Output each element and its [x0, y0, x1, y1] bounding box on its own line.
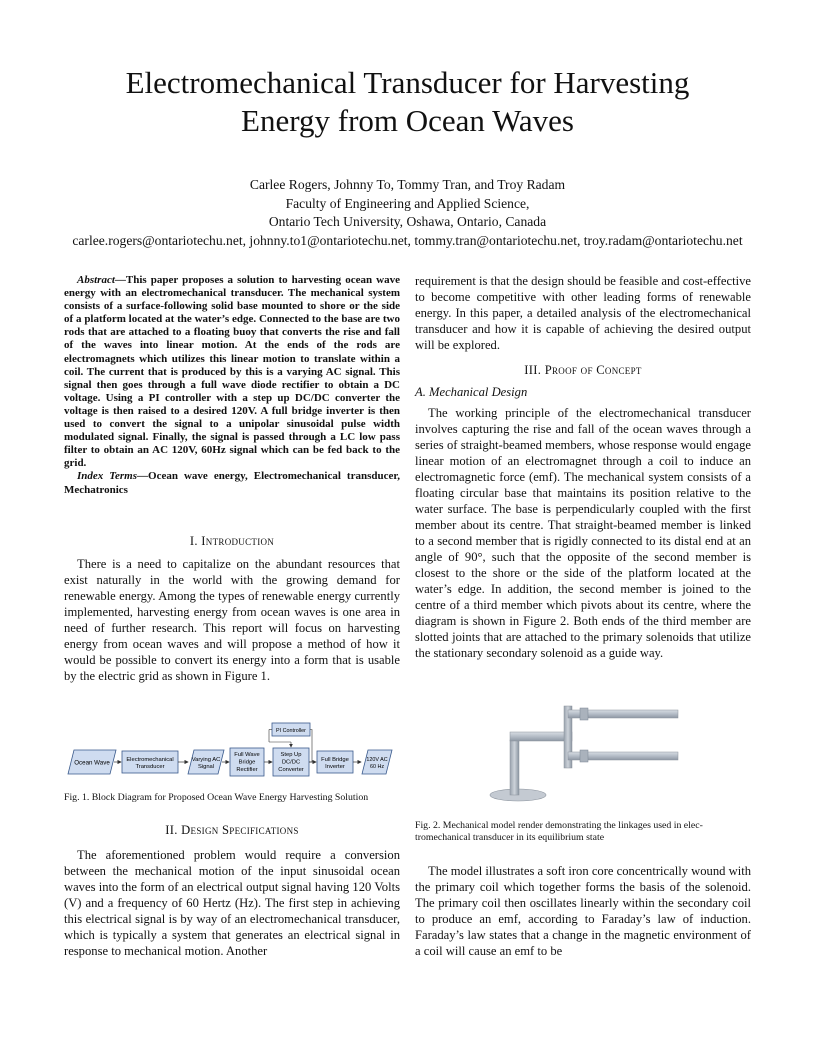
figure-2-caption-line-1: Fig. 2. Mechanical model render demonstrating the linkages used in elec-: [415, 820, 703, 831]
ocean-wave-label: Ocean Wave: [74, 759, 110, 767]
index-terms-label: Index Terms: [77, 470, 138, 483]
mechanical-design-paragraph-2: The model illustrates a soft iron core concentrically wound with the primary coil which together forms the basis of the solenoid. The primary coil then oscillates linearly within the secondary coil to produce an emf, according to Faraday’s law of induction. Faraday’s law states that a change in the magnetic environment of a coil will cause an emf to be: [415, 864, 751, 958]
figure-2-mechanical-render: [488, 702, 688, 804]
title-line-1: Electromechanical Transducer for Harvesting: [125, 65, 690, 100]
design-specifications-body: [64, 847, 400, 959]
abstract: [64, 274, 400, 497]
section-heading-design-specifications: [64, 823, 400, 838]
section-title: Introduction: [201, 534, 275, 548]
abstract-label: Abstract: [77, 274, 115, 286]
abstract-paragraph: [64, 274, 400, 470]
converter-label-1: Step Up: [280, 752, 302, 758]
subsection-heading-mechanical-design: A. Mechanical Design: [415, 385, 528, 399]
affiliation-faculty: Faculty of Engineering and Applied Science,: [285, 195, 530, 211]
title-line-2: Energy from Ocean Waves: [241, 103, 574, 138]
figure-2-caption: [415, 820, 751, 844]
upper-solenoid-collar: [580, 708, 588, 720]
section-heading-introduction: [64, 534, 400, 549]
section-number: II.: [165, 823, 178, 837]
paper-title: [40, 64, 775, 140]
rectifier-label-1: Full Wave: [234, 752, 260, 758]
index-terms: [64, 470, 400, 496]
converter-label-3: Converter: [278, 767, 304, 773]
output-label-2: 60 Hz: [369, 764, 385, 770]
right-column-continuation: [415, 273, 751, 353]
pi-controller-label: PI Controller: [276, 728, 306, 734]
figure-1-caption: Fig. 1. Block Diagram for Proposed Ocean Wave Energy Harvesting Solution: [64, 792, 369, 803]
continuation-paragraph: requirement is that the design should be feasible and cost-effective to become competitive with other leading forms of renewable energy. In this paper, a detailed analysis of the electromechanical transducer and how it is capable of achieving the desired output will be explored.: [415, 274, 751, 352]
transducer-label-2: Transducer: [135, 764, 165, 770]
author-emails: carlee.rogers@ontariotechu.net, johnny.to1@ontariotechu.net, tommy.tran@ontariotechu.net, troy.radam@ontariotechu.net: [72, 232, 743, 248]
author-names: Carlee Rogers, Johnny To, Tommy Tran, and Troy Radam: [249, 177, 566, 192]
inverter-label-1: Full Bridge: [321, 757, 349, 763]
author-block: [20, 176, 795, 250]
section-title: Design Specifications: [181, 823, 299, 837]
second-member: [510, 732, 572, 741]
section-title: Proof of Concept: [544, 363, 642, 377]
section-number: III.: [524, 363, 542, 377]
design-specifications-paragraph: The aforementioned problem would require a conversion between the mechanical motion of the input sinusoidal ocean waves into the form of an electrical output signal having 120 Volts (V) and a frequency of 60 Hertz (Hz). The first step in achieving this electrical signal is by way of an electromechanical transducer, which is typically a system that generates an electrical signal in response to mechanical motion. Another: [64, 848, 400, 958]
section-heading-proof-of-concept: [415, 363, 751, 378]
rectifier-label-3: Rectifier: [236, 767, 258, 773]
varying-ac-label-1: Varying AC: [191, 757, 221, 763]
inverter-label-2: Inverter: [325, 764, 345, 770]
index-terms-text: —Ocean wave energy, Electromechanical transducer, Mechatronics: [64, 470, 400, 496]
abstract-text: —This paper proposes a solution to harvesting ocean wave energy with an electromechanical transducer. The mechanical system consists of a surface-following solid base mounted to shore or the side of a platform located at the water’s edge. Connected to the base are two rods that are attached to a floating buoy that converts the rise and fall of the waves into linear motion. At the ends of the rods are electromagnets which utilizes this linear motion to translate within a coil. The current that is produced by this is a varying AC signal. This signal then goes through a full wave diode rectifier to obtain a DC voltage. Using a PI controller with a step up DC/DC converter the voltage is then raised to a desired 120V. A full bridge inverter is then used to convert the signal to a unipolar sinusoidal pulse width modulated signal. Finally, the signal is passed through a LC low pass filter to obtain an AC 120V, 60Hz signal which can be fed back to the grid.: [64, 274, 400, 470]
varying-ac-label-2: Signal: [197, 764, 215, 770]
converter-label-2: DC/DC: [281, 759, 301, 766]
lower-solenoid-collar: [580, 750, 588, 762]
output-label-1: 120V AC: [366, 757, 388, 763]
introduction-paragraph: There is a need to capitalize on the abundant resources that exist naturally in the world with the growing demand for renewable energy. Among the types of renewable energy currently implemented, harvesting energy from ocean waves is one area in need of further research. This report will focus on harvesting energy from ocean waves and will propose a method of how it would be possible to convert its energy into a form that is usable by the electric grid as shown in Figure 1.: [64, 557, 400, 683]
introduction-body: [64, 556, 400, 684]
mechanical-design-body: [415, 405, 751, 661]
rectifier-label-2: Bridge: [238, 759, 256, 766]
mechanical-design-body-continued: [415, 863, 751, 959]
figure-2-caption-line-2: tromechanical transducer in its equilibrium state: [415, 832, 605, 843]
affiliation-university: Ontario Tech University, Oshawa, Ontario, Canada: [268, 214, 547, 229]
figure-1-block-diagram: [64, 712, 404, 788]
transducer-label-1: Electromechanical: [126, 757, 174, 763]
section-number: I.: [189, 534, 198, 548]
mechanical-design-paragraph-1: The working principle of the electromechanical transducer involves capturing the rise and fall of the ocean waves through a series of straight-beamed members, whose response would engage linear motion of an electromagnet through a coil to induce an electromagnetic force (emf). The mechanical system consists of a floating circular base that maintains its position relative to the water surface. The base is perpendicularly coupled with the first member about its centre. That straight-beamed member is linked to a second member that is rigidly connected to its distal end at an angle of 90°, such that the opposite of the second member is closest to the shore or the side of the platform located at the water’s edge. In addition, the second member is joined to the centre of a third member which pivots about its centre, where the diagram is shown in Figure 2. Both ends of the third member are slotted joints that are attached to the primary solenoids that utilize the stationary secondary solenoid as a guide way.: [415, 406, 751, 660]
first-member: [510, 740, 519, 795]
